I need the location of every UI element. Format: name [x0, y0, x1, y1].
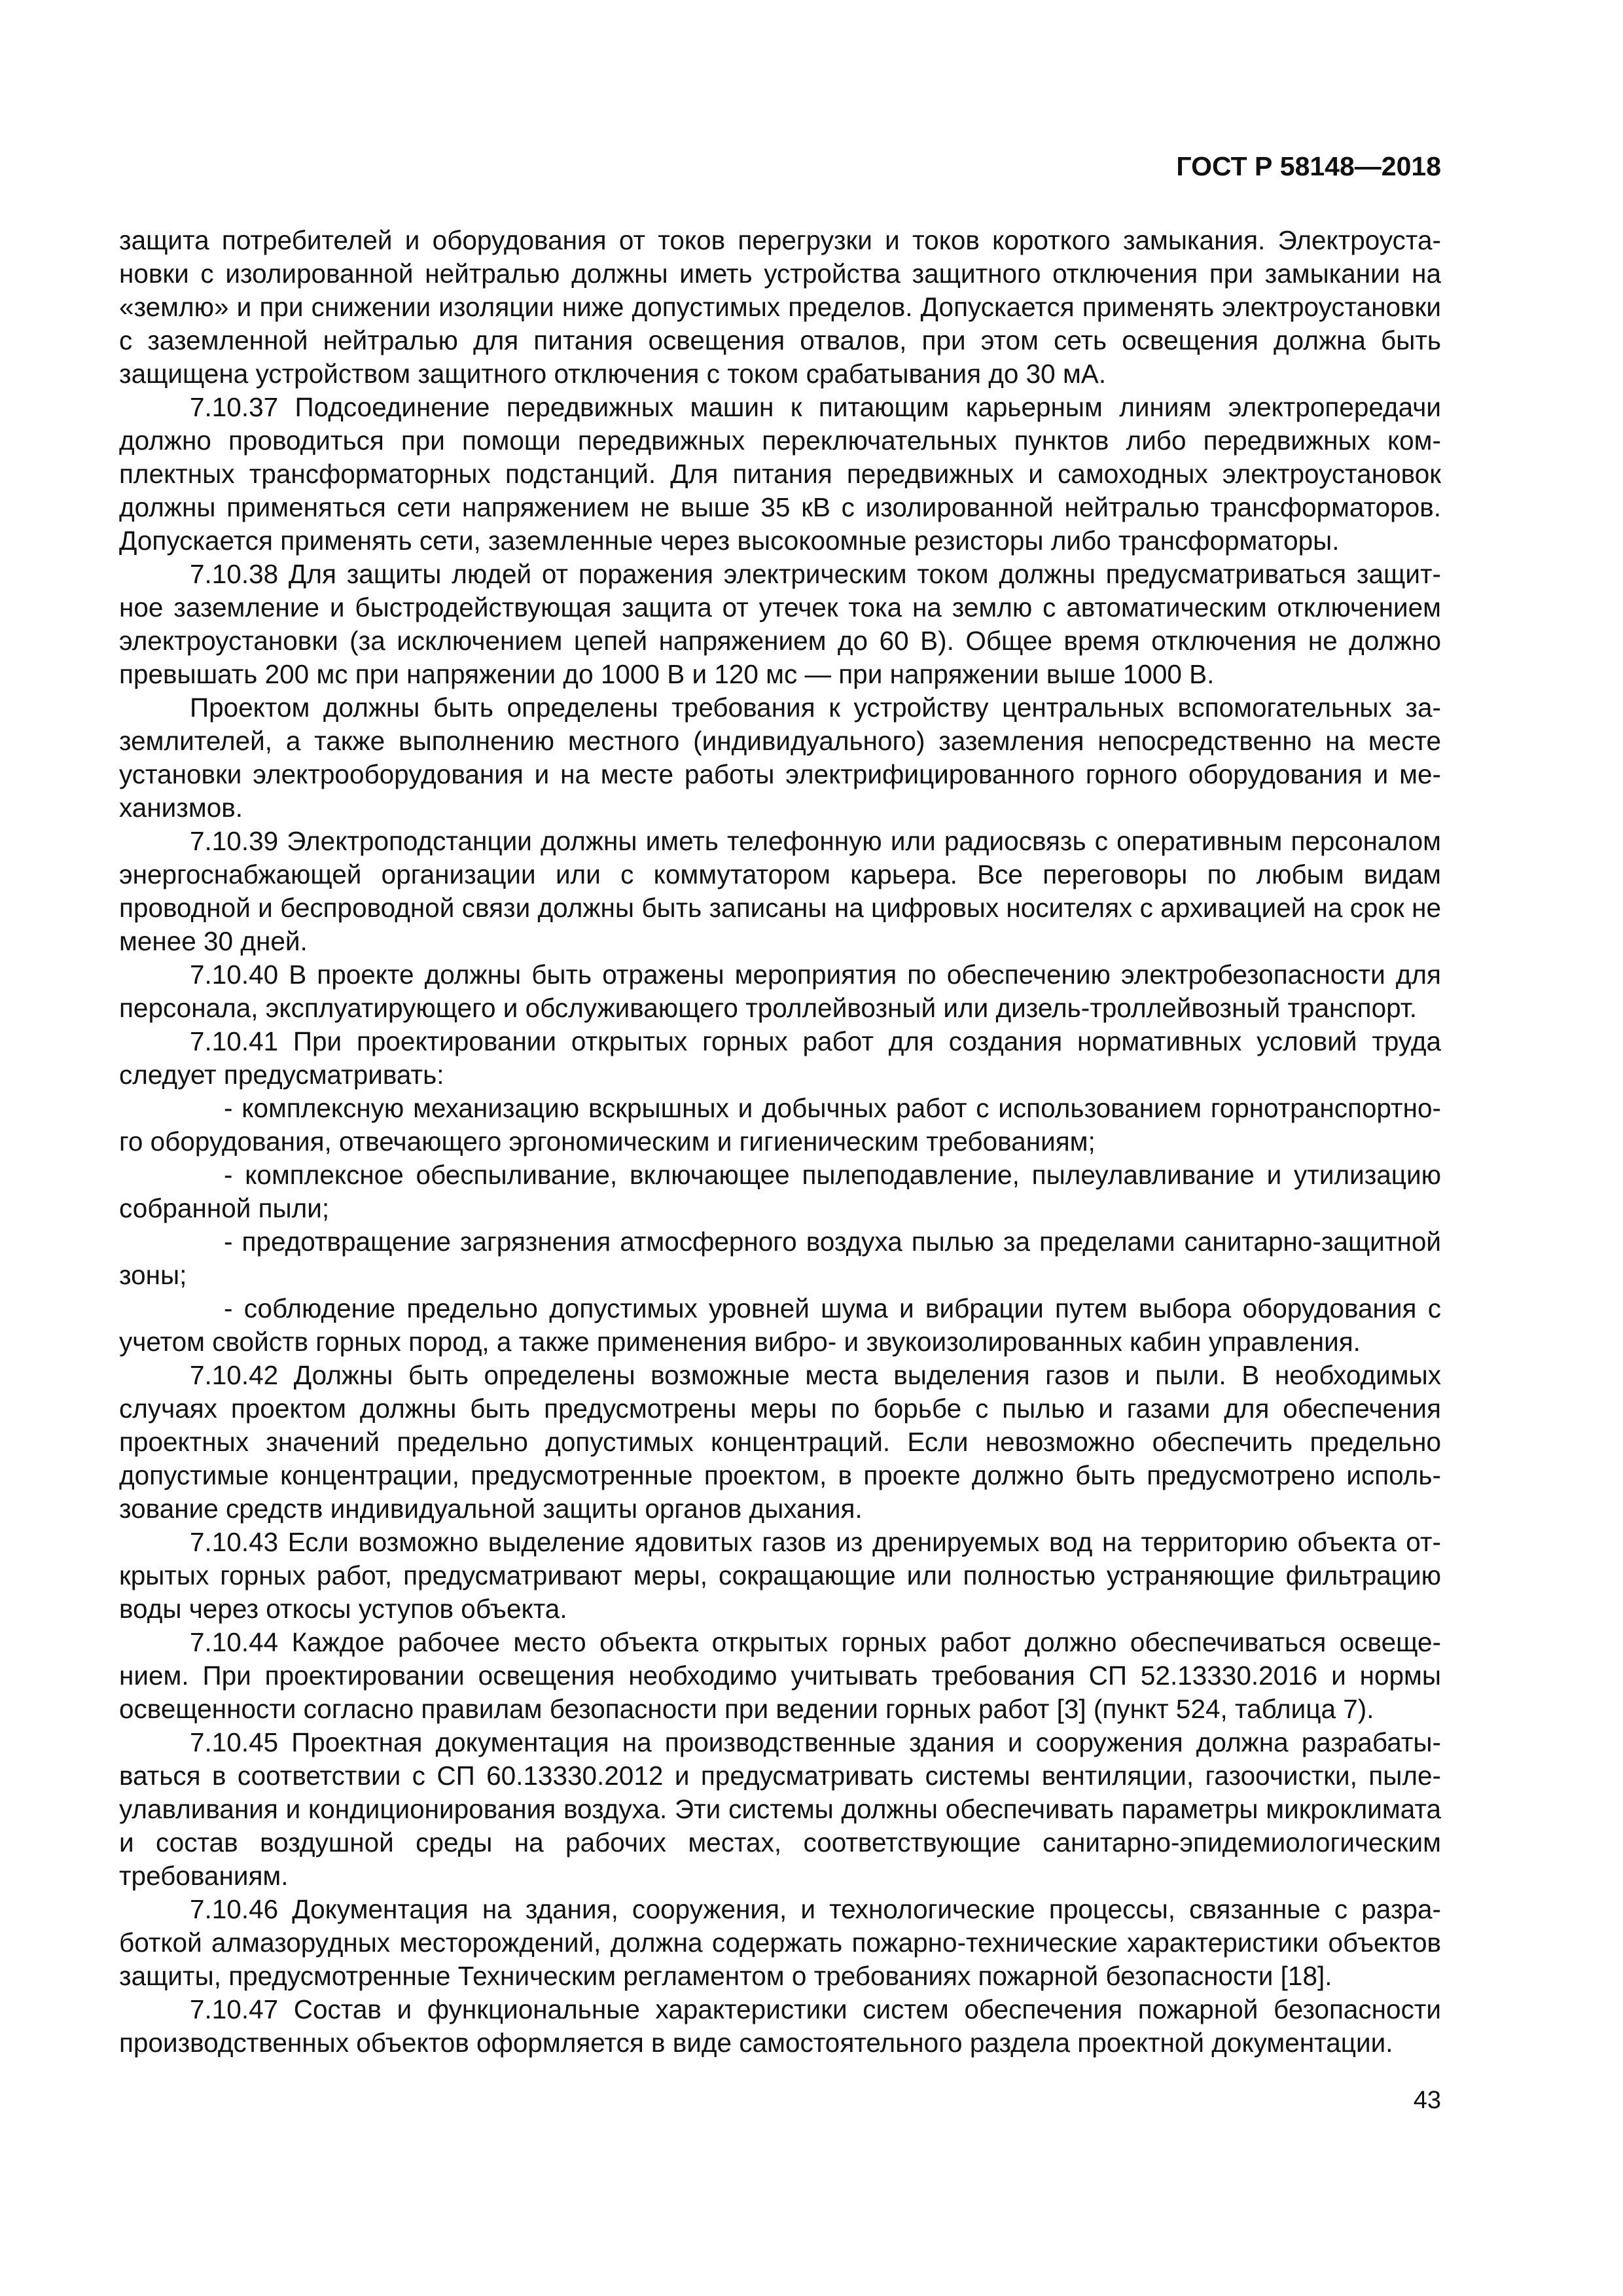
paragraph-7-10-38-cont: Проектом должны быть определены требования к устройству центральных вспомогательных заземлителей, а также выполнению местного (индивидуального) заземления непосредственно на месте установки электрооборудования и на месте работы электрифицированного горного оборудования и механизмов. [119, 692, 1441, 823]
list-item-noise-vibration: - соблюдение предельно допустимых уровней шума и вибрации путем выбора оборудования с учетом свойств горных пород, а также применения вибро- и звукоизолированных кабин управления. [119, 1293, 1441, 1357]
list-item-dust-removal: - комплексное обеспыливание, включающее пылеподавление, пылеулавливание и утилизацию собранной пыли; [119, 1160, 1441, 1223]
paragraph-7-10-42: 7.10.42 Должны быть определены возможные места выделения газов и пыли. В необходимых случаях проектом должны быть предусмотрены меры по борьбе с пылью и газами для обеспечения проектных значений предельно допустимых концентраций. Если невозможно обеспечить предельно допустимые концентрации, предусмотренные проектом, в проекте должно быть предусмотрено использование средств индивидуальной защиты органов дыхания. [119, 1360, 1441, 1524]
paragraph-7-10-39: 7.10.39 Электроподстанции должны иметь телефонную или радиосвязь с оперативным персоналом энергоснабжающей организации или с коммутатором карьера. Все переговоры по любым видам проводной и беспроводной связи должны быть записаны на цифровых носителях с архивацией на срок не менее 30 дней. [119, 826, 1441, 956]
list-item-air-pollution: - предотвращение загрязнения атмосферного воздуха пылью за пределами санитарно-защитной зоны; [119, 1227, 1441, 1290]
paragraph-7-10-47: 7.10.47 Состав и функциональные характеристики систем обеспечения пожарной безопасности производственных объектов оформляется в виде самостоятельного раздела проектной документации. [119, 1994, 1441, 2058]
list-item-mechanization: - комплексную механизацию вскрышных и добычных работ с использованием горнотранспортного оборудования, отвечающего эргономическим и гигиеническим требованиям; [119, 1093, 1441, 1157]
paragraph-7-10-40: 7.10.40 В проекте должны быть отражены мероприятия по обеспечению электробезопасности для персонала, эксплуатирующего и обслуживающего троллейвозный или дизель-троллейвозный транспорт. [119, 960, 1441, 1023]
paragraph-7-10-46: 7.10.46 Документация на здания, сооружения, и технологические процессы, связанные с разработкой алмазорудных месторождений, должна содержать пожарно-технические характеристики объектов защиты, предусмотренные Техническим регламентом о требованиях пожарной безопасности [18]. [119, 1894, 1441, 1991]
paragraph-7-10-41: 7.10.41 При проектировании открытых горных работ для создания нормативных условий труда следует предусматривать: [119, 1026, 1441, 1090]
paragraph-continuation: защита потребителей и оборудования от токов перегрузки и токов короткого замыкания. Электроустановки с изолированной нейтралью должны иметь устройства защитного отключения при замыкании на «землю» и при снижении изоляции ниже допустимых пределов. Допускается применять электроустановки с заземленной нейтралью для питания освещения отвалов, при этом сеть освещения должна быть защищена устройством защитного отключения с током срабатывания до 30 мА. [119, 225, 1441, 389]
page-number: 43 [1413, 2087, 1441, 2114]
paragraph-7-10-45: 7.10.45 Проектная документация на производственные здания и сооружения должна разрабатываться в соответствии с СП 60.13330.2012 и предусматривать системы вентиляции, газоочистки, пылеулавливания и кондиционирования воздуха. Эти системы должны обеспечивать параметры микроклимата и состав воздушной среды на рабочих местах, соответствующие санитарно-эпидемиологическим требованиям. [119, 1727, 1441, 1891]
paragraph-7-10-37: 7.10.37 Подсоединение передвижных машин к питающим карьерным линиям электропередачи должно проводиться при помощи передвижных переключательных пунктов либо передвижных комплектных трансформаторных подстанций. Для питания передвижных и самоходных электроустановок должны применяться сети напряжением не выше 35 кВ с изолированной нейтралью трансформаторов. Допускается применять сети, заземленные через высокоомные резисторы либо трансформаторы. [119, 392, 1441, 556]
paragraph-7-10-43: 7.10.43 Если возможно выделение ядовитых газов из дренируемых вод на территорию объекта открытых горных работ, предусматривают меры, сокращающие или полностью устраняющие фильтрацию воды через откосы уступов объекта. [119, 1527, 1441, 1624]
paragraph-7-10-44: 7.10.44 Каждое рабочее место объекта открытых горных работ должно обеспечиваться освещением. При проектировании освещения необходимо учитывать требования СП 52.13330.2016 и нормы освещенности согласно правилам безопасности при ведении горных работ [3] (пункт 524, таблица 7). [119, 1627, 1441, 1724]
document-code-header: ГОСТ Р 58148—2018 [1176, 151, 1441, 181]
document-body [119, 224, 1441, 2060]
paragraph-7-10-38: 7.10.38 Для защиты людей от поражения электрическим током должны предусматриваться защитное заземление и быстродействующая защита от утечек тока на землю с автоматическим отключением электроустановки (за исключением цепей напряжением до 60 В). Общее время отключения не должно превышать 200 мс при напряжении до 1000 В и 120 мс — при напряжении выше 1000 В. [119, 559, 1441, 689]
